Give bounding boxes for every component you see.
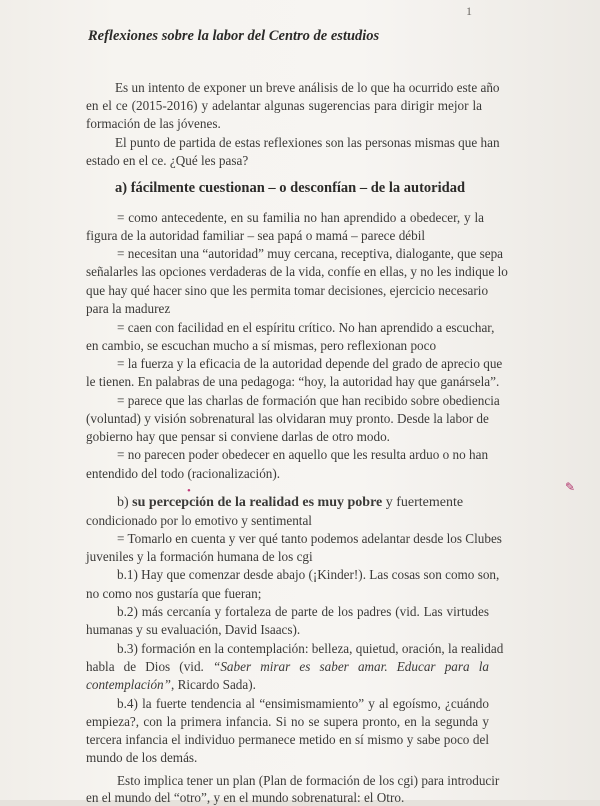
section-a-line: figura de la autoridad familiar – sea papá o mamá – parece débil [86, 228, 426, 243]
page-number: 1 [466, 4, 472, 18]
section-a-line: = no parecen poder obedecer en aquello que les resulta arduo o no han [117, 447, 489, 462]
section-a-line: que hay qué hacer sino que les permita tomar decisiones, ejercicio necesario [86, 283, 489, 298]
section-b-line: tercera infancia el individuo permanece metido en sí mismo y sabe poco del [86, 732, 489, 747]
document-title: Reflexiones sobre la labor del Centro de estudios [88, 28, 380, 44]
section-b-line: b.4) la fuerte tendencia al “ensimismamiento” y al egoísmo, ¿cuándo [117, 696, 489, 711]
section-b-bold: su percepción de la realidad es muy pobre [132, 495, 383, 510]
intro-line: formación de las jóvenes. [86, 116, 221, 131]
section-b-line: en el mundo del “otro”, y en el mundo sobrenatural: el Otro. [86, 790, 405, 805]
section-b-line: juveniles y la formación humana de los cgi [86, 549, 313, 564]
section-a-line: entendido del todo (racionalización). [86, 466, 281, 481]
intro-line: estado en el ce. ¿Qué les pasa? [86, 153, 249, 168]
section-b-contemplacion-line [86, 676, 256, 693]
section-b-suffix: y fuertemente [382, 495, 464, 510]
section-a-line: en cambio, se escuchan mucho a sí mismas, pero reflexionan poco [86, 338, 437, 353]
section-b-line: b.2) más cercanía y fortaleza de parte de los padres (vid. Las virtudes [117, 604, 489, 619]
section-a-line: señalarles las opciones verdaderas de la vida, confíe en ellas, y no les indique lo [86, 264, 508, 279]
section-b-line: mundo de los demás. [86, 750, 198, 765]
section-a-line: = parece que las charlas de formación que han recibido sobre obediencia [117, 393, 500, 408]
intro-line: en el ce (2015-2016) y adelantar algunas sugerencias para dirigir mejor la [86, 98, 482, 113]
section-a-heading: a) fácilmente cuestionan – o desconfían – de la autoridad [115, 180, 466, 196]
section-b-line: humanas y su evaluación, David Isaacs). [86, 622, 301, 637]
section-b-line: no como nos gustaría que fueran; [86, 586, 262, 601]
ink-mark-icon: ✎ [565, 480, 576, 494]
section-b-line: Esto implica tener un plan (Plan de formación de los cgi) para introducir [117, 773, 500, 788]
contemplacion-end: , Ricardo Sada). [170, 677, 256, 692]
section-a-line: = necesitan una “autoridad” muy cercana, receptiva, dialogante, que sepa [117, 246, 504, 261]
section-b-line: empieza?, con la primera infancia. Si no se supera pronto, en la segunda y [86, 714, 489, 729]
section-b-line: b.1) Hay que comenzar desde abajo (¡Kinder!). Las cosas son como son, [117, 567, 500, 582]
section-a-line: le tienen. En palabras de una pedagoga: “hoy, la autoridad hay que ganársela”. [86, 374, 500, 389]
section-b-line: = Tomarlo en cuenta y ver qué tanto podemos adelantar desde los Clubes [117, 531, 502, 546]
intro-line: El punto de partida de estas reflexiones son las personas mismas que han [115, 135, 500, 150]
section-a-line: = como antecedente, en su familia no han aprendido a obedecer, y la [117, 210, 484, 225]
section-b-prefix: b) [117, 495, 133, 510]
intro-line: Es un intento de exponer un breve análisis de lo que ha ocurrido este año [115, 80, 500, 95]
section-a-line: = la fuerza y la eficacia de la autoridad depende del grado de aprecio que [117, 356, 503, 371]
dios-start: habla de Dios (vid. [86, 659, 213, 674]
section-b-line: b.3) formación en la contemplación: belleza, quietud, oración, la realidad [117, 641, 504, 656]
section-a-line: gobierno hay que pensar si conviene darlas de otro modo. [86, 429, 390, 444]
section-b-heading [117, 494, 463, 511]
section-b-dios-line [86, 658, 489, 675]
section-a-line: (voluntad) y visión sobrenatural las olvidaran muy pronto. Desde la labor de [86, 411, 489, 426]
section-a-line: para la madurez [86, 301, 171, 316]
section-b-line: condicionado por lo emotivo y sentimental [86, 513, 312, 528]
contemplacion-italic: contemplación” [86, 677, 171, 692]
ink-dot-icon: • [187, 485, 191, 497]
dios-italic: “Saber mirar es saber amar. Educar para la [212, 659, 489, 674]
section-a-line: = caen con facilidad en el espíritu crítico. No han aprendido a escuchar, [117, 320, 495, 335]
